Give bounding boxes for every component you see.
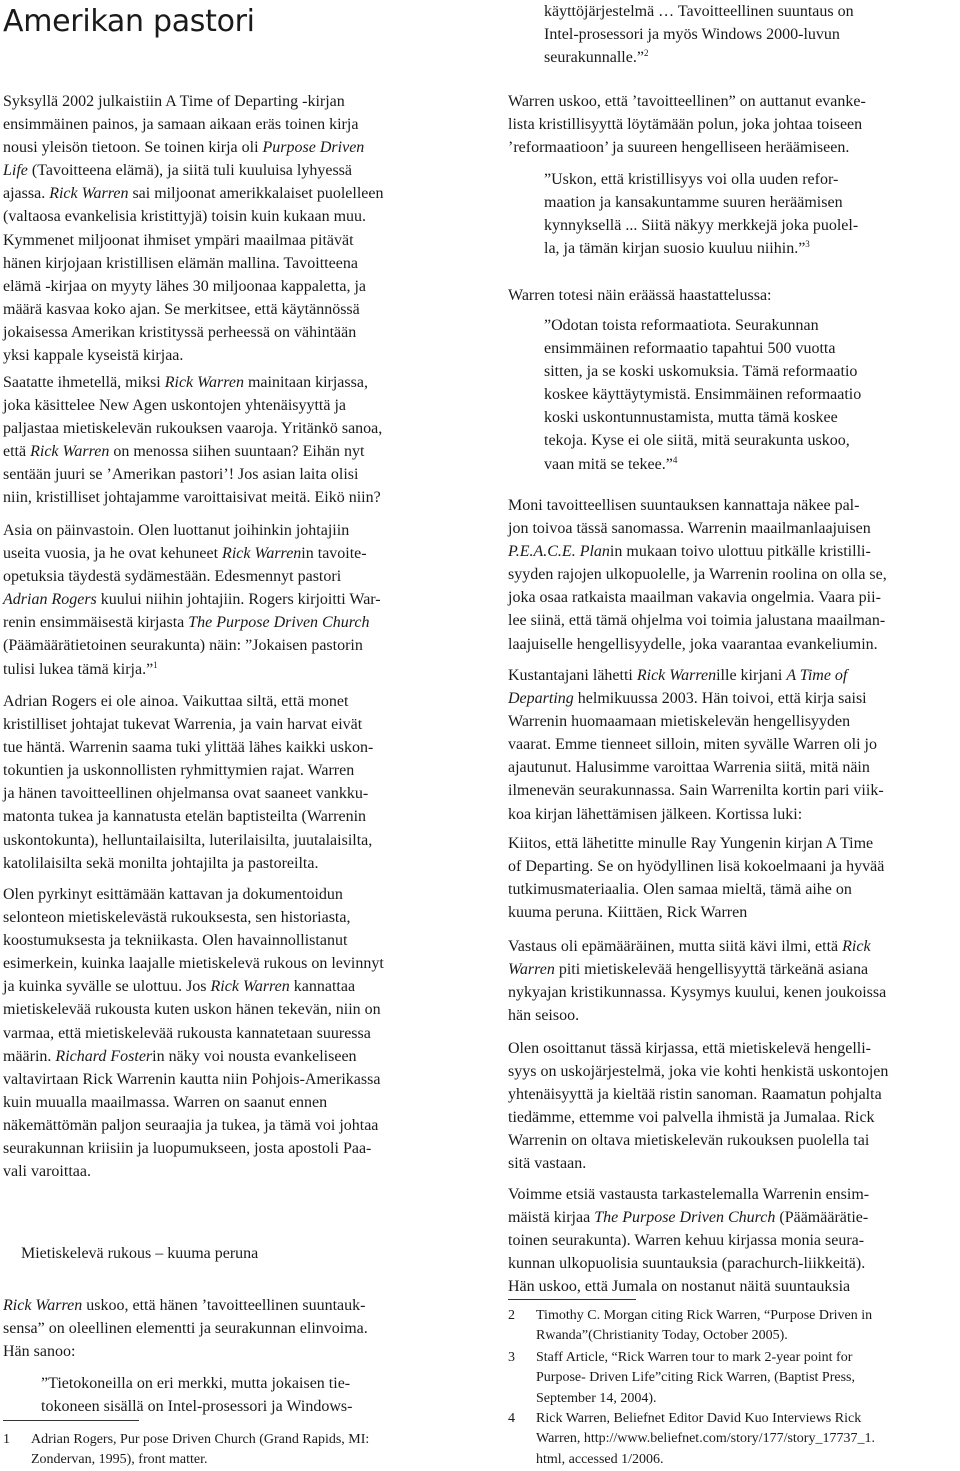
footnote: 2 Timothy C. Morgan citing Rick Warren, “Purpose Driven in Rwanda”(Christianity Today, October 2005). (508, 1308, 873, 1344)
footnote: 1 Adrian Rogers, Pur pose Driven Church (Grand Rapids, MI: Zondervan, 1995), front matter. (3, 1432, 370, 1468)
paragraph: Moni tavoitteellisen suuntauksen kannattaja näkee pal- jon toivoa tässä sanomassa. Warrenin maailmanlaajuisen P.E.A.C.E. Planin mukaan toivo ulottuu pitkälle kristilli- syyden rajojen ulkopuolelle, ja Warrenin roolina on olla se, joka osaa ratkaista maailman vakavia ongelmia. Vaara pii- lee siinä, että tämä ohjelma voi toimia jalustana maailman- laajuiselle hengellisyydelle, joka vaarantaa evankeliumin. (508, 497, 887, 653)
paragraph: Warren totesi näin eräässä haastattelussa: (508, 287, 772, 304)
block-quote: ”Tietokoneilla on eri merkki, mutta jokaisen tie- tokoneen sisällä on Intel-prosessori ja Windows- (41, 1375, 353, 1416)
footnote-ref: 4 (672, 454, 678, 465)
paragraph: Voimme etsiä vastausta tarkastelemalla Warrenin ensim- mäistä kirjaa The Purpose Driven Church (Päämäärätie- toinen seurakunta). Warren kehuu kirjassa monia seura- kunnan ulkopuolisia suuntauksia (parachurch-liikkeitä). Hän uskoo, että Jumala on nostanut näitä suuntauksia (508, 1186, 870, 1296)
footnote-ref: 1 (153, 659, 158, 670)
footnote: 4 Rick Warren, Beliefnet Editor David Kuo Interviews Rick Warren, http://www.beliefnet.com/story/177/story_17737_1. html, accessed 1/2006. (508, 1411, 875, 1467)
footnote-ref: 3 (805, 239, 810, 250)
block-quote-continued: käyttöjärjestelmä … Tavoitteellinen suuntaus on Intel-prosessori ja myös Windows 2000-luvun seurakunnalle.”$^2$ (544, 3, 854, 67)
page-title: Amerikan pastori (3, 4, 255, 39)
footnote: 3 Staff Article, “Rick Warren tour to mark 2-year point for Purpose- Driven Life”citing Rick Warren, (Baptist Press, September 14, 2004). (508, 1350, 855, 1406)
paragraph: Rick Warren uskoo, että hänen ’tavoitteellinen suuntauk- sensa” on oleellinen elementti ja seurakunnan elinvoima. Hän sanoo: (3, 1297, 368, 1361)
paragraph: Asia on päinvastoin. Olen luottanut joihinkin johtajiin useita vuosia, ja he ovat kehuneet Rick Warrenin tavoite- opetuksia täydestä sydämestään. Edesmennyt pastori Adrian Rogers kuului niihin johtajiin. Rogers kirjoitti War- renin ensimmäisestä kirjasta The Purpose Driven Church (Päämäärätietoinen seurakunta) näin: ”Jokaisen pastorin tulisi lukea tämä kirja.”$^1$ (3, 522, 381, 678)
footnote-divider (3, 1420, 139, 1421)
paragraph: Adrian Rogers ei ole ainoa. Vaikuttaa siltä, että monet kristilliset johtajat tukevat Warrenia, ja vain harvat eivät tue häntä. Warrenin saama tuki ylittää lähes kaikki uskon- tokuntien ja uskonnollisten ryhmittymien rajat. Warren ja hänen tavoitteellinen ohjelmansa ovat saaneet vankku- matonta tukea ja kannatusta etelän baptisteilta (Warrenin uskontokunta), helluntailaisilta, luterilaisilta, juutalaisilta, katolilaisilta sekä monilta johtajilta ja pastoreilta. (3, 693, 374, 872)
paragraph: Saatatte ihmetellä, miksi Rick Warren mainitaan kirjassa, joka käsittelee New Agen uskontojen yhtenäisyyttä ja paljastaa mietiskelevän rukouksen vaaroja. Yritänkö sanoa, että Rick Warren on menossa siihen suuntaan? Eihän nyt sentään juuri se ’Amerikan pastori’! Jos asian laita olisi niin, kristilliset johtajamme varoittaisivat meitä. Eikö niin? (3, 374, 383, 507)
block-quote: ”Uskon, että kristillisyys voi olla uuden refor- maation ja kansakuntamme suuren heräämisen kynnyksellä ... Siitä näkyy merkkejä joka puolel- la, ja tämän kirjan suosio kuuluu niihin.”$^3$ (544, 171, 859, 258)
paragraph: Warren uskoo, että ’tavoitteellinen” on auttanut evanke- lista kristillisyyttä löytämään polun, joka johtaa toiseen ’reformaatioon’ ja suureen hengelliseen heräämiseen. (508, 93, 866, 157)
subheading: Mietiskelevä rukous – kuuma peruna (21, 1245, 259, 1262)
paragraph: Syksyllä 2002 julkaistiin A Time of Departing -kirjan ensimmäinen painos, ja samaan aikaan eräs toinen kirja nousi yleisön tietoon. Se toinen kirja oli Purpose Driven Life (Tavoitteena elämä), ja siitä tuli kuuluisa lyhyessä ajassa. Rick Warren sai miljoonat amerikkalaiset puolelleen (valtaosa evankelisia kristittyjä) toisin kuin kukaan muu. Kymmenet miljoonat ihmiset ympäri maailmaa pitävät hänen kirjojaan kristillisen elämän mallina. Tavoitteena elämä -kirjaa on myyty lähes 30 miljoonaa kappaletta, ja määrä kasvaa koko ajan. Se merkitsee, että käytännössä jokaisessa Amerikan kristityssä perheessä on vähintään yksi kappale kyseistä kirjaa. (3, 93, 384, 365)
paragraph: Kustantajani lähetti Rick Warrenille kirjani A Time of Departing helmikuussa 2003. Hän toivoi, että kirja saisi Warrenin huomaamaan mietiskelevän hengellisyyden vaarat. Emme tienneet silloin, miten syvälle Warren oli jo ajautunut. Halusimme varoittaa Warrenia siitä, mitä näin ilmenevän seurakunnassa. Sain Warrenilta kortin pari viik- koa kirjan lähettämisen jälkeen. Kortissa luki: (508, 667, 884, 823)
footnote-divider (508, 1299, 636, 1300)
footnote-ref: 2 (643, 48, 649, 59)
block-quote: ”Odotan toista reformaatiota. Seurakunnan ensimmäinen reformaatio tapahtui 500 vuotta sitten, ja se koski uskomuksia. Tämä reformaatio koskee käyttäytymistä. Ensimmäinen reformaatio koski uskontunnustamista, mutta tämä koskee tekoja. Kyse ei ole siitä, mitä seurakunta uskoo, vaan mitä se tekee.”$^4$ (544, 317, 862, 473)
paragraph: Olen pyrkinyt esittämään kattavan ja dokumentoidun selonteon mietiskelevästä rukouksesta, sen historiasta, koostumuksesta ja tekniikasta. Olen havainnollistanut esimerkein, kuinka laajalle mietiskelevä rukous on levinnyt ja kuinka syvälle se ulottuu. Jos Rick Warren kannattaa mietiskelevää rukousta kuten uskon hänen tekevän, niin on varmaa, että mietiskelevää rukousta kannatetaan suuressa määrin. Richard Fosterin näky voi nousta evankeliseen valtavirtaan Rick Warrenin kautta niin Pohjois-Amerikassa kuin muualla maailmassa. Warren on saanut ennen näkemättömän paljon seuraajia ja tukea, ja tämä voi johtaa seurakunnan kriisiin ja luopumukseen, josta apostoli Paa- vali varoittaa. (3, 886, 384, 1181)
paragraph: Olen osoittanut tässä kirjassa, että mietiskelevä hengelli- syys on uskojärjestelmä, joka vie kohti henkistä uskontojen yhtenäisyyttä ja kieltää ristin sanoman. Raamatun pohjalta tiedämme, ettemme voi palvella ihmistä ja Jumalaa. Rick Warrenin on oltava mietiskelevän rukouksen puolella tai sitä vastaan. (508, 1040, 889, 1173)
paragraph: Vastaus oli epämääräinen, mutta siitä kävi ilmi, että Rick Warren piti mietiskelevää hengellisyyttä tärkeänä asiana nykyajan kristikunnassa. Kysymys kuului, kenen joukoissa hän seisoo. (508, 938, 887, 1025)
card-quote: Kiitos, että lähetitte minulle Ray Yungenin kirjan A Time of Departing. Se on hyödyllinen lisä kokoelmaani ja hyvää tutkimusmateriaalia. Olen samaa mieltä, tämä aihe on kuuma peruna. Kiittäen, Rick Warren (508, 835, 885, 922)
